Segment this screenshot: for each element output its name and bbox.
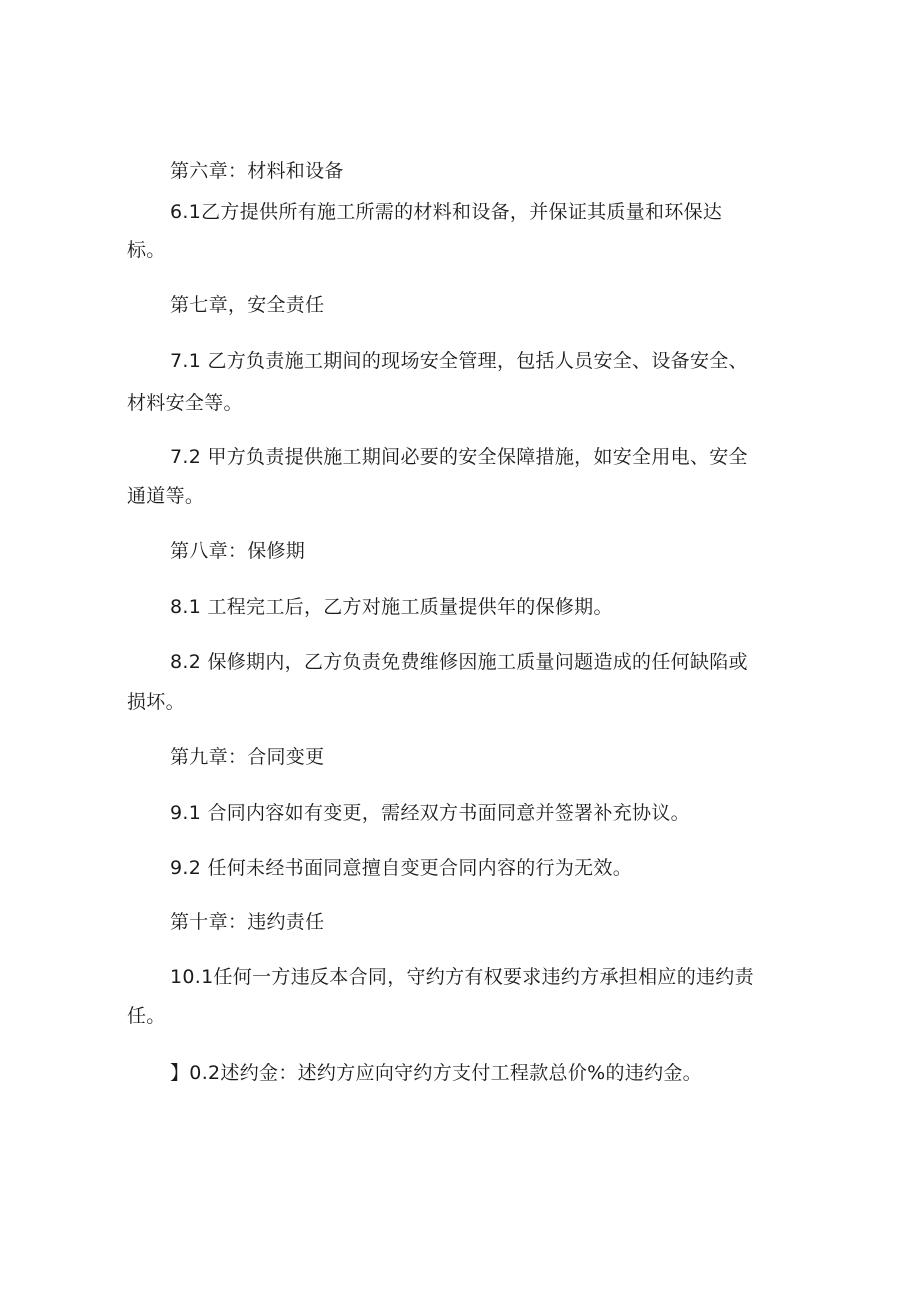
clause-8-2-line-1: 8.2 保修期内，乙方负责免费维修因施工质量问题造成的任何缺陷或 <box>170 651 748 673</box>
chapter-8-title: 第八章：保修期 <box>170 540 306 562</box>
clause-7-2-line-2: 通道等。 <box>127 485 205 507</box>
clause-10-1-line-2: 任。 <box>127 1005 166 1027</box>
clause-9-2: 9.2 任何未经书面同意擅自变更合同内容的行为无效。 <box>170 857 633 879</box>
chapter-10-title: 第十章：违约责任 <box>170 911 325 933</box>
clause-8-1: 8.1 工程完工后，乙方对施工质量提供年的保修期。 <box>170 596 613 618</box>
clause-8-2-line-2: 损坏。 <box>127 691 185 713</box>
chapter-7-title: 第七章，安全责任 <box>170 294 325 316</box>
chapter-6-title: 第六章：材料和设备 <box>170 160 344 182</box>
clause-10-1-line-1: 10.1任何一方违反本合同，守约方有权要求违约方承担相应的违约责 <box>170 966 754 988</box>
clause-7-1-line-2: 材料安全等。 <box>127 392 243 414</box>
clause-6-1-line-2: 标。 <box>127 239 166 261</box>
clause-9-1: 9.1 合同内容如有变更，需经双方书面同意并签署补充协议。 <box>170 802 690 824</box>
clause-7-2-line-1: 7.2 甲方负责提供施工期间必要的安全保障措施，如安全用电、安全 <box>170 446 748 468</box>
clause-7-1-line-1: 7.1 乙方负责施工期间的现场安全管理，包括人员安全、设备安全、 <box>170 350 748 372</box>
chapter-9-title: 第九章：合同变更 <box>170 746 325 768</box>
clause-10-2: 】0.2述约金：述约方应向守约方支付工程款总价%的违约金。 <box>170 1062 702 1084</box>
clause-6-1-line-1: 6.1乙方提供所有施工所需的材料和设备，并保证其质量和环保达 <box>170 201 723 223</box>
